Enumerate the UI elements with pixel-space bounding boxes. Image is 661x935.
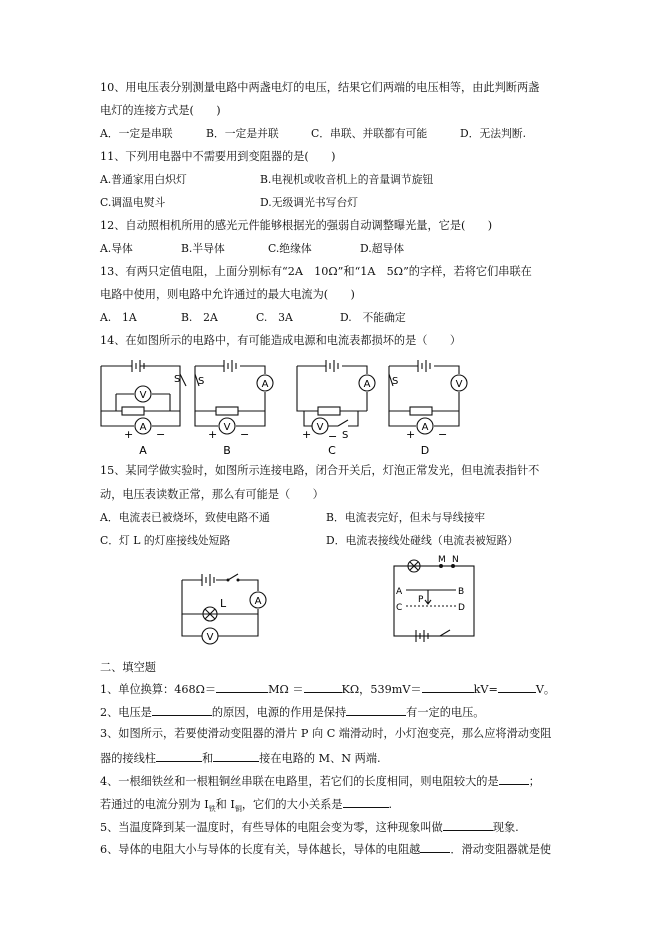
svg-text:−: −	[438, 428, 448, 441]
switch-label: S	[392, 376, 399, 387]
switch-label: S	[342, 430, 349, 441]
q14-circuit-a	[96, 356, 196, 456]
q13-option-c: C. 3A	[256, 311, 293, 324]
ammeter-label: A	[139, 422, 147, 433]
terminal-d: D	[458, 603, 465, 613]
ammeter-label: A	[254, 596, 262, 607]
blank[interactable]	[152, 703, 212, 716]
blank[interactable]	[420, 840, 450, 853]
blank[interactable]	[304, 680, 342, 693]
q13-option-d: D. 不能确定	[340, 311, 406, 324]
circuit-label-d: D	[420, 444, 430, 457]
lamp-label: L	[220, 597, 227, 610]
q11-option-c: C.调温电熨斗	[100, 196, 166, 209]
circuit-label-a: A	[139, 444, 147, 457]
section-title: 二、填空题	[100, 661, 156, 674]
q12-option-d: D.超导体	[360, 242, 405, 255]
q10-option-a: A．一定是串联	[100, 127, 173, 140]
q10-stem-line1: 10、用电压表分别测量电路中两盏电灯的电压，结果它们两端的电压相等，由此判断两盏	[100, 81, 540, 94]
terminal-n: N	[452, 555, 459, 565]
voltmeter-label: V	[139, 390, 147, 401]
fill-3-line2: 器的接线柱 和 接在电路的 M、N 两端.	[100, 749, 381, 767]
q11-option-b: B.电视机或收音机上的音量调节旋钮	[260, 173, 434, 186]
fill-6: 6、导体的电阻大小与导体的长度有关，导体越长，导体的电阻越 ．滑动变阻器就是使	[100, 840, 551, 858]
svg-text:+: +	[208, 428, 218, 441]
voltmeter-label: V	[223, 422, 231, 433]
terminal-b: B	[458, 587, 465, 597]
terminal-c: C	[396, 603, 403, 613]
q15-rheostat-figure-right	[388, 554, 488, 644]
terminal-a: A	[396, 587, 403, 597]
blank[interactable]	[213, 749, 259, 762]
ammeter-label: A	[261, 379, 269, 390]
fill-5: 5、当温度降到某一温度时，有些导体的电阻会变为零，这种现象叫做 现象.	[100, 818, 519, 836]
fill-4-line1: 4、一根细铁丝和一根粗铜丝串联在电路里，若它们的长度相同，则电阻较大的是 ；	[100, 772, 540, 790]
q13-stem-line1: 13、有两只定值电阻，上面分别标有“2A 10Ω”和“1A 5Ω”的字样，若将它们串联在	[100, 265, 532, 278]
q11-stem: 11、下列用电器中不需要用到变阻器的是( )	[100, 150, 336, 163]
q15-circuit-figure-left	[176, 566, 276, 644]
circuit-label-c: C	[328, 444, 336, 457]
q13-option-a: A. 1A	[100, 311, 137, 324]
q12-option-b: B.半导体	[181, 242, 225, 255]
svg-text:+: +	[406, 428, 416, 441]
q14-circuit-c	[292, 356, 392, 456]
q12-stem: 12、自动照相机所用的感光元件能够根据光的强弱自动调整曝光量，它是( )	[100, 219, 493, 232]
svg-text:−: −	[328, 430, 338, 443]
blank[interactable]	[346, 703, 406, 716]
svg-text:−: −	[156, 428, 166, 441]
ammeter-label: A	[421, 422, 429, 433]
fill-4-line2: 若通过的电流分别为 $I_铁$和 $I_铜$，它们的大小关系是 .	[100, 795, 392, 817]
q10-option-c: C．串联、并联都有可能	[311, 127, 428, 140]
ammeter-label: A	[363, 379, 371, 390]
blank[interactable]	[499, 772, 529, 785]
blank[interactable]	[216, 680, 268, 693]
q15-option-a: A．电流表已被烧坏，致使电路不通	[100, 511, 270, 524]
q15-stem-line1: 15、某同学做实验时，如图所示连接电路，闭合开关后，灯泡正常发光，但电流表指针不	[100, 464, 540, 477]
q14-stem: 14、在如图所示的电路中，有可能造成电源和电流表都损坏的是（ ）	[100, 334, 462, 347]
q12-option-c: C.绝缘体	[268, 242, 312, 255]
q15-option-c: C．灯 L 的灯座接线处短路	[100, 534, 231, 547]
fill-1: 1、单位换算：468Ω＝ MΩ ＝ KΩ，539mV＝ kV= V。	[100, 680, 555, 698]
blank[interactable]	[443, 818, 493, 831]
q15-option-d: D．电流表接线处碰线（电流表被短路）	[326, 534, 519, 547]
voltmeter-label: V	[455, 379, 463, 390]
q10-option-d: D．无法判断.	[460, 127, 527, 140]
svg-text:+: +	[302, 428, 312, 441]
blank[interactable]	[422, 680, 474, 693]
q10-option-b: B．一定是并联	[206, 127, 279, 140]
terminal-m: M	[438, 555, 446, 565]
switch-label: S	[198, 376, 205, 387]
fill-3-line1: 3、如图所示，若要使滑动变阻器的滑片 P 向 C 端滑动时，小灯泡变亮，那么应将滑动变阻	[100, 727, 552, 740]
q12-option-a: A.导体	[100, 242, 133, 255]
svg-text:+: +	[124, 428, 134, 441]
blank[interactable]	[498, 680, 536, 693]
slider-label: P	[418, 595, 424, 605]
fill-2: 2、电压是 的原因，电源的作用是保持 有一定的电压。	[100, 703, 484, 721]
blank[interactable]	[343, 795, 389, 808]
voltmeter-label: V	[316, 422, 324, 433]
q11-option-d: D.无级调光书写台灯	[260, 196, 359, 209]
voltmeter-label: V	[206, 632, 214, 643]
svg-text:−: −	[240, 428, 250, 441]
blank[interactable]	[156, 749, 202, 762]
q13-option-b: B. 2A	[181, 311, 218, 324]
q14-circuit-d	[384, 356, 484, 456]
circuit-label-b: B	[223, 444, 231, 457]
q13-stem-line2: 电路中使用，则电路中允许通过的最大电流为( )	[100, 288, 355, 301]
q10-stem-line2: 电灯的连接方式是( )	[100, 104, 221, 117]
switch-label: S	[174, 374, 181, 385]
q11-option-a: A.普通家用白炽灯	[100, 173, 187, 186]
q15-option-b: B．电流表完好，但未与导线接牢	[326, 511, 486, 524]
q14-circuit-b	[190, 356, 290, 456]
q15-stem-line2: 动，电压表读数正常，那么有可能是（ ）	[100, 488, 324, 501]
